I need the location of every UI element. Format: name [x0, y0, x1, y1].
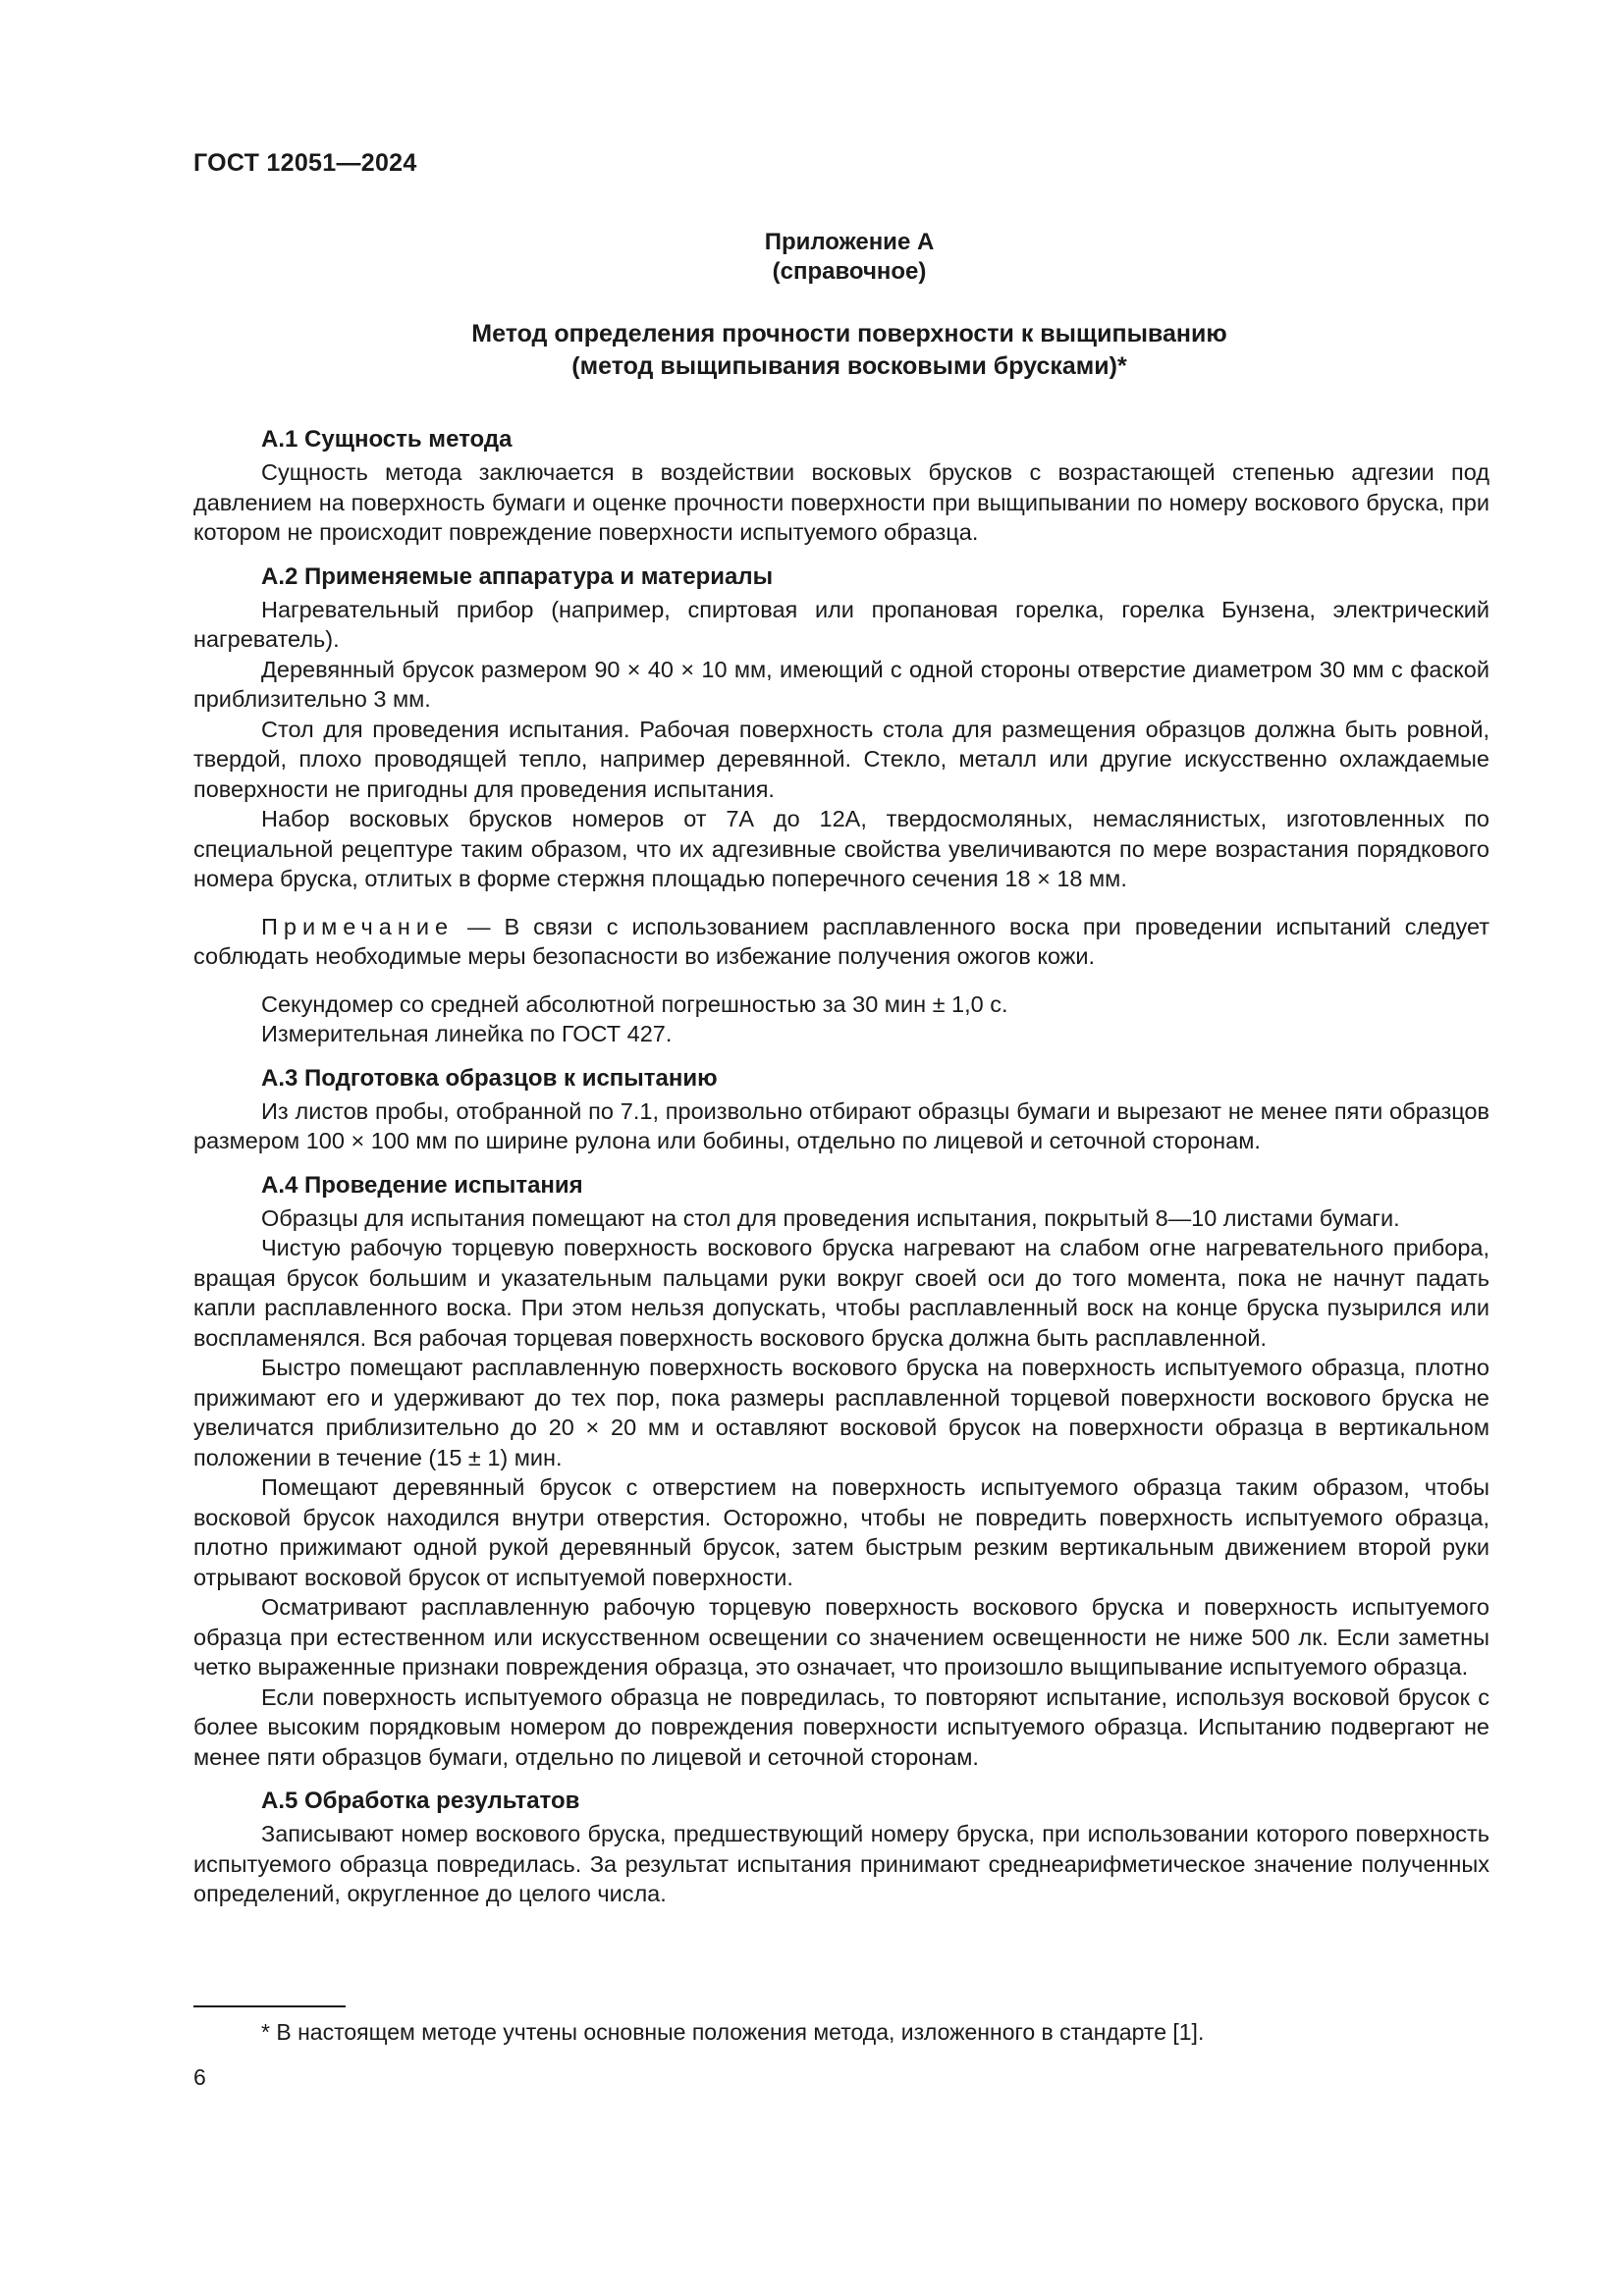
appendix-type: (справочное) — [772, 258, 927, 285]
paragraph: Если поверхность испытуемого образца не повредилась, то повторяют испытание, используя восковой брусок с более высоким порядковым номером до повреждения поверхности испытуемого образца. Испытанию подвергают не менее пяти образцов бумаги, отдельно по лицевой и сеточной сторонам. — [193, 1683, 1489, 1770]
method-title-line-1: Метод определения прочности поверхности к выщипыванию — [471, 320, 1227, 347]
method-title — [0, 318, 1624, 383]
footnote-divider — [193, 2005, 346, 2007]
section-heading: А.1 Сущность метода — [261, 426, 513, 453]
paragraph: Измерительная линейка по ГОСТ 427. — [261, 1021, 673, 1046]
section-a1 — [193, 424, 1489, 548]
document-header: ГОСТ 12051—2024 — [193, 149, 417, 177]
section-heading: А.4 Проведение испытания — [261, 1171, 583, 1199]
paragraph: Стол для проведения испытания. Рабочая поверхность стола для размещения образцов должна быть ровной, твердой, плохо проводящей тепло, например деревянной. Стекло, металл или другие искусственно охлаждаемые поверхности не пригодны для проведения испытания. — [193, 716, 1489, 802]
paragraph: Записывают номер воскового бруска, предшествующий номеру бруска, при использовании которого поверхность испытуемого образца повредилась. За результат испытания принимают среднеарифметическое значение полученных определений, округленное до целого числа. — [193, 1821, 1489, 1906]
paragraph: Помещают деревянный брусок с отверстием на поверхность испытуемого образца таким образом, чтобы восковой брусок находился внутри отверстия. Осторожно, чтобы не повредить поверхность испытуемого образца, плотно прижимают одной рукой деревянный брусок, затем быстрым резким вертикальным движением второй руки отрывают восковой брусок от испытуемой поверхности. — [193, 1474, 1489, 1590]
method-title-line-2: (метод выщипывания восковыми брусками)* — [571, 352, 1127, 380]
paragraph: Деревянный брусок размером 90 × 40 × 10 мм, имеющий с одной стороны отверстие диаметром 30 мм с фаской приблизительно 3 мм. — [193, 656, 1489, 712]
paragraph: Нагревательный прибор (например, спиртовая или пропановая горелка, горелка Бунзена, электрический нагреватель). — [193, 596, 1489, 652]
paragraph: Осматривают расплавленную рабочую торцевую поверхность воскового бруска и поверхность испытуемого образца при естественном или искусственном освещении со значением освещенности не ниже 500 лк. Если заметны четко выраженные признаки повреждения образца, это означает, что произошло выщипывание испытуемого образца. — [193, 1594, 1489, 1680]
appendix-title: Приложение А — [764, 229, 935, 255]
page-number: 6 — [193, 2064, 206, 2090]
section-heading: А.2 Применяемые аппаратура и материалы — [261, 562, 774, 590]
paragraph: Из листов пробы, отобранной по 7.1, произвольно отбирают образцы бумаги и вырезают не менее пяти образцов размером 100 × 100 мм по ширине рулона или бобины, отдельно по лицевой и сеточной сторонам. — [193, 1097, 1489, 1153]
section-a4 — [193, 1170, 1489, 1773]
footnote: * В настоящем методе учтены основные положения метода, изложенного в стандарте [1]. — [261, 2019, 1205, 2045]
section-a5 — [193, 1786, 1489, 1909]
section-heading: А.5 Обработка результатов — [261, 1788, 580, 1814]
paragraph: Чистую рабочую торцевую поверхность воскового бруска нагревают на слабом огне нагревательного прибора, вращая брусок большим и указательным пальцами руки вокруг своей оси до того момента, пока не начнут падать капли расплавленного воска. При этом нельзя допускать, чтобы расплавленный воск на конце бруска пузырился или воспламенялся. Вся рабочая торцевая поверхность воскового бруска должна быть расплавленной. — [193, 1235, 1489, 1351]
note — [193, 912, 1489, 972]
paragraph: Сущность метода заключается в воздействии восковых брусков с возрастающей степенью адгезии под давлением на поверхность бумаги и оценке прочности поверхности при выщипывании по номеру воскового бруска, при котором не происходит повреждение поверхности испытуемого образца. — [193, 459, 1489, 545]
appendix-heading — [0, 228, 1624, 287]
paragraph: Образцы для испытания помещают на стол для проведения испытания, покрытый 8—10 листами бумаги. — [261, 1204, 1400, 1231]
section-a2 — [193, 561, 1489, 1049]
document-body — [193, 424, 1489, 1909]
paragraph: Быстро помещают расплавленную поверхность воскового бруска на поверхность испытуемого образца, плотно прижимают его и удерживают до тех пор, пока размеры расплавленной торцевой поверхности воскового бруска не увеличатся приблизительно до 20 × 20 мм и оставляют восковой брусок на поверхности образца в вертикальном положении в течение (15 ± 1) мин. — [193, 1355, 1489, 1470]
section-a3 — [193, 1063, 1489, 1156]
section-heading: А.3 Подготовка образцов к испытанию — [261, 1064, 718, 1092]
note-label: Примечание — [261, 913, 455, 939]
note-text: — В связи с использованием расплавленного воска при проведении испытаний следует соблюдать необходимые меры безопасности во избежание получения ожогов кожи. — [193, 913, 1489, 969]
paragraph: Секундомер со средней абсолютной погрешностью за 30 мин ± 1,0 с. — [261, 990, 1008, 1017]
paragraph: Набор восковых брусков номеров от 7А до 12А, твердосмоляных, немаслянистых, изготовленных по специальной рецептуре таким образом, что их адгезивные свойства увеличиваются по мере возрастания порядкового номера бруска, отлитых в форме стержня площадью поперечного сечения 18 × 18 мм. — [193, 806, 1489, 891]
